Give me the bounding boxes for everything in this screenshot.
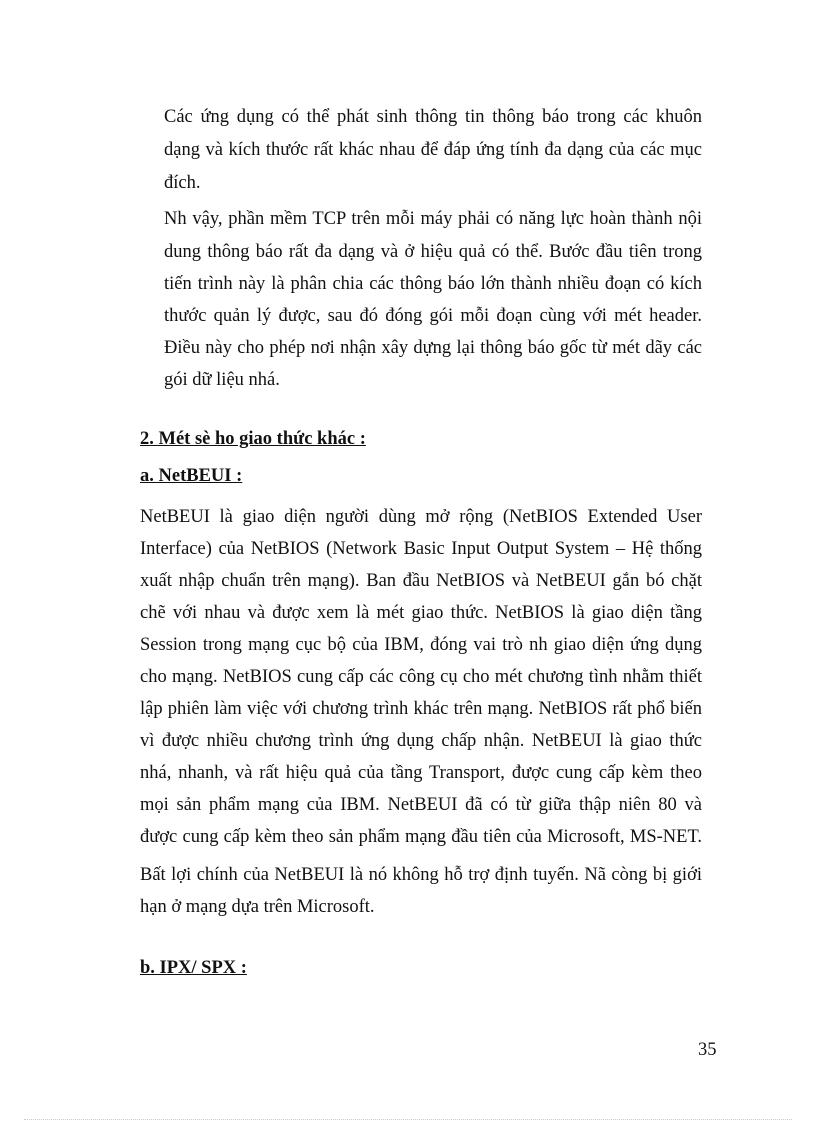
paragraph-2-line: Điều này cho phép nơi nhận xây dựng lại thông báo gốc từ mét dãy các <box>164 338 702 358</box>
paragraph-2-line: Nh vậy, phần mềm TCP trên mỗi máy phải có năng lực hoàn thành nội <box>164 209 702 229</box>
paragraph-2-line: tiến trình này là phân chia các thông báo lớn thành nhiều đoạn có kích <box>164 274 702 294</box>
paragraph-2-line: gói dữ liệu nhá. <box>164 370 280 390</box>
paragraph-3-line: mọi sản phẩm mạng của IBM. NetBEUI đã có từ giữa thập niên 80 và <box>140 795 702 815</box>
section-heading: 2. Mét sè ho giao thức khác : <box>140 429 366 449</box>
paragraph-2-line: thước quản lý được, sau đó đóng gói mỗi đoạn cùng với mét header. <box>164 306 702 326</box>
paragraph-3-line: Interface) của NetBIOS (Network Basic Input Output System – Hệ thống <box>140 539 702 559</box>
paragraph-3-line: xuất nhập chuẩn trên mạng). Ban đầu NetBIOS và NetBEUI gắn bó chặt <box>140 571 702 591</box>
paragraph-3-line: nhá, nhanh, và rất hiệu quả của tầng Transport, được cung cấp kèm theo <box>140 763 702 783</box>
paragraph-3-line: được cung cấp kèm theo sản phẩm mạng đầu tiên của Microsoft, MS-NET. <box>140 827 702 847</box>
paragraph-2-line: dung thông báo rất đa dạng và ở hiệu quả có thể. Bước đầu tiên trong <box>164 242 702 262</box>
subsection-a-heading: a. NetBEUI : <box>140 466 243 486</box>
paragraph-3-line: Session trong mạng cục bộ của IBM, đóng vai trò nh giao diện ứng dụng <box>140 635 702 655</box>
paragraph-1-line: đích. <box>164 173 201 193</box>
paragraph-3-line: lập phiên làm việc với chương trình khác trên mạng. NetBIOS rất phổ biến <box>140 699 702 719</box>
page-bottom-divider <box>24 1119 792 1120</box>
paragraph-3-line: vì được nhiều chương trình ứng dụng chấp nhận. NetBEUI là giao thức <box>140 731 702 751</box>
paragraph-3-line: chẽ với nhau và được xem là mét giao thức. NetBIOS là giao diện tầng <box>140 603 702 623</box>
paragraph-1-line: Các ứng dụng có thể phát sinh thông tin thông báo trong các khuôn <box>164 107 702 127</box>
subsection-b-heading: b. IPX/ SPX : <box>140 958 247 978</box>
paragraph-4-line: Bất lợi chính của NetBEUI là nó không hỗ trợ định tuyến. Nã còng bị giới <box>140 865 702 885</box>
paragraph-1-line: dạng và kích thước rất khác nhau để đáp ứng tính đa dạng của các mục <box>164 140 702 160</box>
page-number: 35 <box>698 1040 717 1060</box>
paragraph-4-line: hạn ở mạng dựa trên Microsoft. <box>140 897 375 917</box>
paragraph-3-line: NetBEUI là giao diện người dùng mở rộng (NetBIOS Extended User <box>140 507 702 527</box>
paragraph-3-line: cho mạng. NetBIOS cung cấp các công cụ cho mét chương tình nhằm thiết <box>140 667 702 687</box>
